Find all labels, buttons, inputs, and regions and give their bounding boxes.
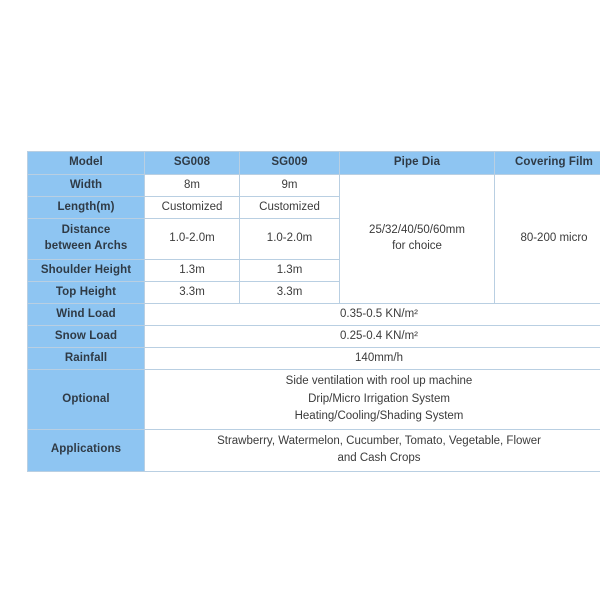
row-label-top-height: Top Height <box>28 282 145 304</box>
cell-applications-value <box>145 429 600 471</box>
table-row <box>28 370 600 430</box>
row-label-applications: Applications <box>28 429 145 471</box>
cell-length-sg008: Customized <box>145 197 240 219</box>
cell-distance-sg009: 1.0-2.0m <box>240 219 340 260</box>
cell-width-sg008: 8m <box>145 175 240 197</box>
cell-covering-film-value: 80-200 micro <box>495 175 600 304</box>
row-label-width: Width <box>28 175 145 197</box>
header-cell-covering-film: Covering Film <box>495 152 600 175</box>
row-label-length: Length(m) <box>28 197 145 219</box>
row-label-optional: Optional <box>28 370 145 430</box>
specification-table <box>27 151 600 472</box>
cell-top-sg009: 3.3m <box>240 282 340 304</box>
cell-width-sg009: 9m <box>240 175 340 197</box>
optional-line-3: Heating/Cooling/Shading System <box>294 410 464 423</box>
table-row <box>28 326 600 348</box>
pipe-dia-line-2: for choice <box>392 240 442 252</box>
header-cell-sg009: SG009 <box>240 152 340 175</box>
cell-shoulder-sg008: 1.3m <box>145 260 240 282</box>
header-cell-pipe-dia: Pipe Dia <box>340 152 495 175</box>
table-row <box>28 348 600 370</box>
cell-top-sg008: 3.3m <box>145 282 240 304</box>
optional-line-2: Drip/Micro Irrigation System <box>308 392 450 405</box>
row-label-shoulder-height: Shoulder Height <box>28 260 145 282</box>
table-header-row <box>28 152 600 175</box>
distance-label-line-1: Distance <box>61 224 111 237</box>
specification-table-container <box>27 151 593 472</box>
optional-line-1: Side ventilation with rool up machine <box>285 375 473 387</box>
row-label-wind-load: Wind Load <box>28 304 145 326</box>
cell-shoulder-sg009: 1.3m <box>240 260 340 282</box>
table-row <box>28 175 600 197</box>
header-cell-model: Model <box>28 152 145 175</box>
cell-distance-sg008: 1.0-2.0m <box>145 219 240 260</box>
header-cell-sg008: SG008 <box>145 152 240 175</box>
applications-line-1: Strawberry, Watermelon, Cucumber, Tomato, Vegetable, Flower <box>217 434 541 447</box>
pipe-dia-line-1: 25/32/40/50/60mm <box>369 224 465 237</box>
cell-rainfall-value: 140mm/h <box>145 348 600 370</box>
row-label-rainfall: Rainfall <box>28 348 145 370</box>
cell-optional-value <box>145 370 600 430</box>
table-row <box>28 429 600 471</box>
distance-label-line-2: between Archs <box>44 240 128 252</box>
cell-snow-load-value: 0.25-0.4 KN/m² <box>145 326 600 348</box>
cell-pipe-dia-value <box>340 175 495 304</box>
table-row <box>28 304 600 326</box>
applications-line-2: and Cash Crops <box>337 452 421 465</box>
row-label-distance-between-archs <box>28 219 145 260</box>
cell-wind-load-value: 0.35-0.5 KN/m² <box>145 304 600 326</box>
row-label-snow-load: Snow Load <box>28 326 145 348</box>
cell-length-sg009: Customized <box>240 197 340 219</box>
